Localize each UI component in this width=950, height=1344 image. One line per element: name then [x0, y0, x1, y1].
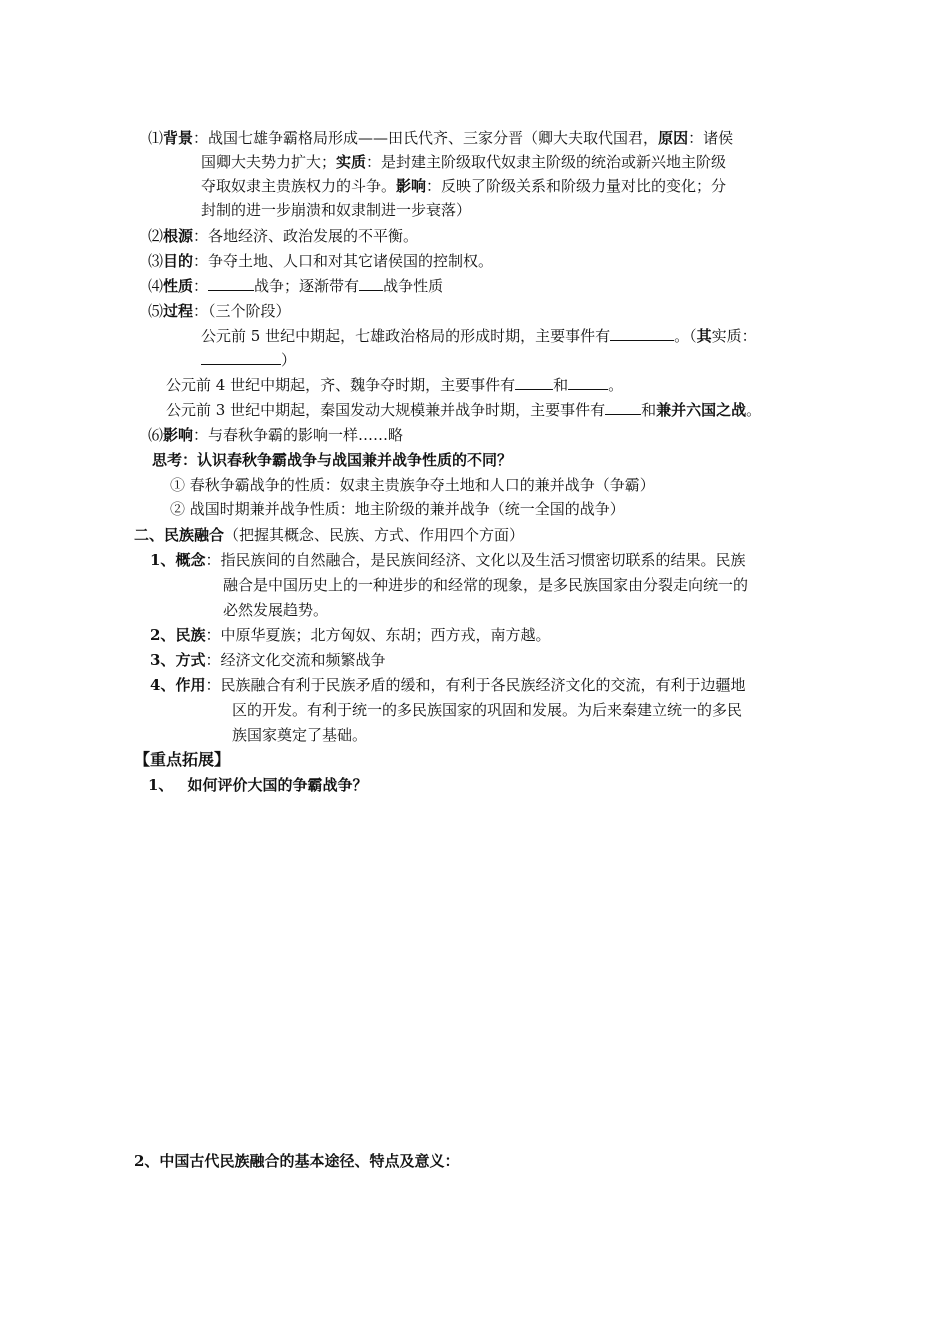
- root-cause-line: ⑵根源：各地经济、政治发展的不平衡。: [148, 227, 419, 245]
- key-expansion-heading: 【重点拓展】: [134, 750, 231, 769]
- effect-line-2: 区的开发。有利于统一的多民族国家的巩固和发展。为后来秦建立统一的多民: [232, 701, 743, 719]
- stage-2-line: 公元前 4 世纪中期起，齐、魏争夺时期，主要事件有 和 。: [166, 376, 624, 394]
- effect-line: 4、作用：民族融合有利于民族矛盾的缓和，有利于各民族经济文化的交流，有利于边疆地: [150, 676, 746, 694]
- process-line: ⑸过程：（三个阶段）: [148, 302, 291, 320]
- fill-blank[interactable]: [605, 399, 641, 415]
- background-line-4: 封制的进一步崩溃和奴隶制进一步衰落）: [201, 201, 472, 219]
- fill-blank[interactable]: [208, 275, 254, 291]
- think-answer-2: ② 战国时期兼并战争性质：地主阶级的兼并战争（统一全国的战争）: [170, 500, 625, 518]
- fill-blank[interactable]: [568, 374, 608, 390]
- effect-line-3: 族国家奠定了基础。: [232, 726, 368, 744]
- purpose-line: ⑶目的：争夺土地、人口和对其它诸侯国的控制权。: [148, 252, 494, 270]
- think-answer-1: ① 春秋争霸战争的性质：奴隶主贵族争夺土地和人口的兼并战争（争霸）: [170, 476, 655, 494]
- inline-label: 原因: [658, 129, 689, 147]
- fill-blank[interactable]: [610, 325, 674, 341]
- fill-blank[interactable]: [515, 374, 553, 390]
- fill-blank[interactable]: [201, 349, 281, 365]
- item-text: 战国七雄争霸格局形成——田氏代齐、三家分晋（卿大夫取代国君，: [208, 129, 659, 147]
- background-line-3: 夺取奴隶主贵族权力的斗争。影响：反映了阶级关系和阶级力量对比的变化；分: [201, 177, 727, 195]
- concept-line-3: 必然发展趋势。: [223, 601, 329, 619]
- stage-1-line-2: ）: [201, 348, 296, 372]
- think-question: 思考：认识春秋争霸战争与战国兼并战争性质的不同？: [152, 451, 513, 469]
- background-line-1: ⑴背景：战国七雄争霸格局形成——田氏代齐、三家分晋（卿大夫取代国君，原因：诸侯: [148, 129, 734, 147]
- methods-line: 3、方式：经济文化交流和频繁战争: [150, 651, 386, 669]
- nature-line: ⑷性质： 战争；逐渐带有 战争性质: [148, 277, 444, 295]
- ethnic-groups-line: 2、民族：中原华夏族；北方匈奴、东胡；西方戎，南方越。: [150, 626, 551, 644]
- stage-1-line: 公元前 5 世纪中期起，七雄政治格局的形成时期，主要事件有 。（其实质：: [201, 327, 757, 345]
- concept-line-2: 融合是中国历史上的一种进步的和经常的现象，是多民族国家由分裂走向统一的: [223, 576, 749, 594]
- concept-line: 1、概念：指民族间的自然融合，是民族间经济、文化以及生活习惯密切联系的结果。民族: [150, 551, 746, 569]
- question-2: 2、中国古代民族融合的基本途径、特点及意义：: [134, 1152, 460, 1170]
- fill-blank[interactable]: [359, 275, 383, 291]
- inline-label: 实质: [336, 153, 367, 171]
- background-line-2: 国卿大夫势力扩大；实质：是封建主阶级取代奴隶主阶级的统治或新兴地主阶级: [201, 153, 727, 171]
- item-number: ⑴: [148, 129, 164, 147]
- item-label: 背景: [163, 129, 194, 147]
- inline-label: 影响: [396, 177, 427, 195]
- influence-line: ⑹影响：与春秋争霸的影响一样……略: [148, 426, 404, 444]
- stage-3-line: 公元前 3 世纪中期起，秦国发动大规模兼并战争时期，主要事件有 和兼并六国之战。: [166, 401, 762, 419]
- question-1: 1、 如何评价大国的争霸战争？: [148, 776, 368, 794]
- section-heading-ethnic-fusion: 二、民族融合（把握其概念、民族、方式、作用四个方面）: [134, 526, 525, 544]
